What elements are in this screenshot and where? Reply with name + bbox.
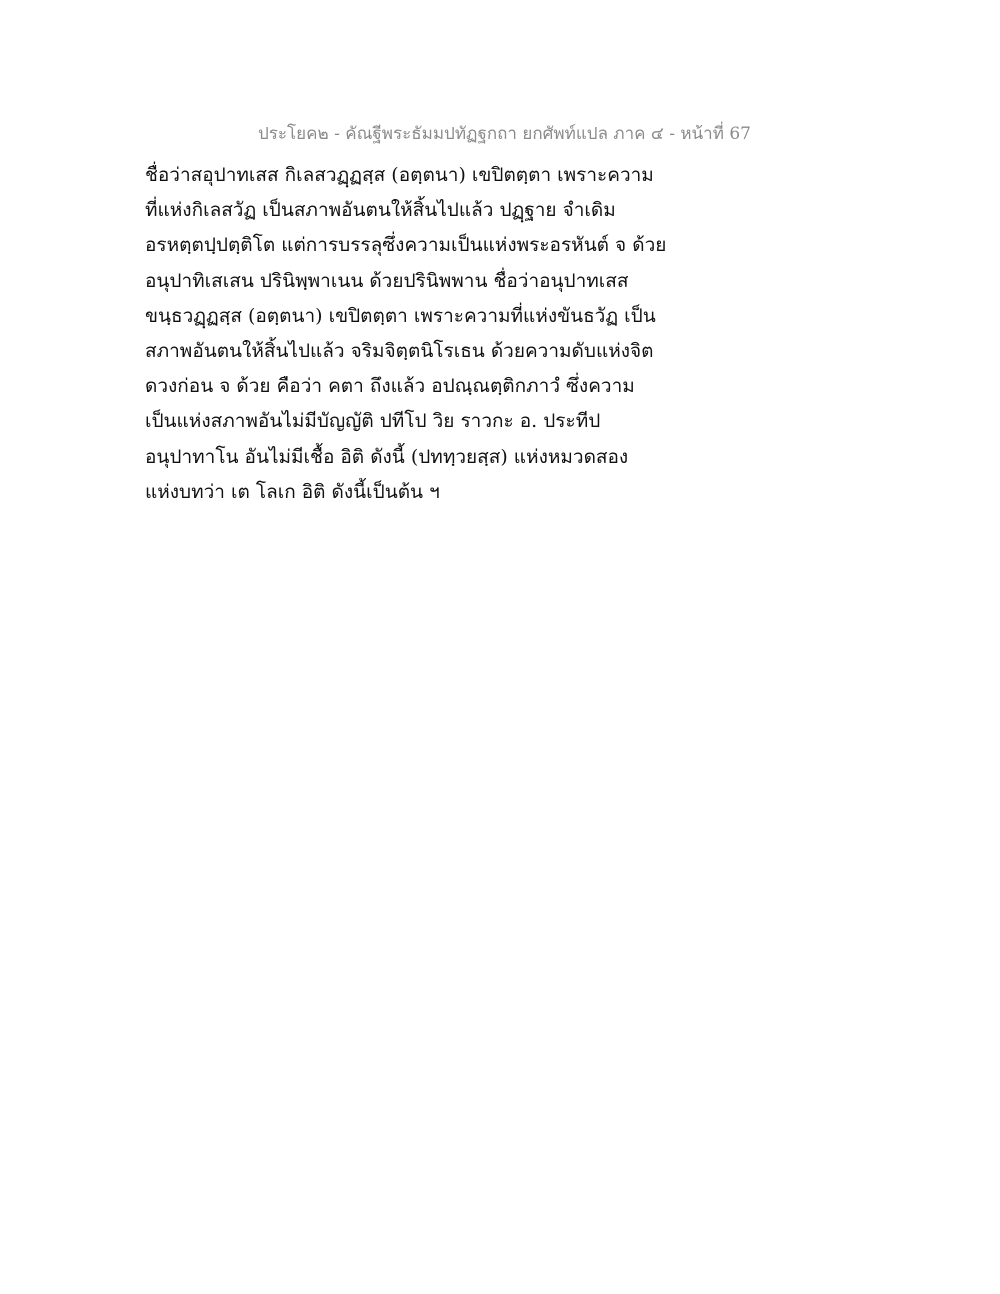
body-line: อรหตฺตปฺปตฺติโต แต่การบรรลุซึ่งความเป็นแห่งพระอรหันต์ จ ด้วย [145,234,667,257]
body-line: เป็นแห่งสภาพอันไม่มีบัญญัติ ปทีโป วิย ราวกะ อ. ประทีป [145,410,601,433]
page-header: ประโยค๒ - คัณฐีพระธัมมปทัฏฐกถา ยกศัพท์แปล ภาค ๔ - หน้าที่ 67 [258,124,751,144]
body-line: ชื่อว่าสอุปาทเสส กิเลสวฏฺฏสฺส (อตฺตนา) เขปิตตฺตา เพราะความ [145,164,654,186]
body-line: อนุปาทิเสเสน ปรินิพฺพาเนน ด้วยปรินิพพาน ชื่อว่าอนุปาทเสส [145,269,629,292]
body-line: อนุปาทาโน อันไม่มีเชื้อ อิติ ดังนี้ (ปททฺวยสฺส) แห่งหมวดสอง [145,445,629,468]
body-line: ดวงก่อน จ ด้วย คือว่า คตา ถึงแล้ว อปณฺณตฺติกภาวํ ซึ่งความ [145,375,635,398]
body-line: ที่แห่งกิเลสวัฏ เป็นสภาพอันตนให้สิ้นไปแล้ว ปฏฺฐาย จําเดิม [145,199,616,222]
body-line: แห่งบทว่า เต โลเก อิติ ดังนี้เป็นต้น ฯ [145,480,440,503]
page-body [145,158,745,510]
body-line: ขนฺธวฏฺฏสฺส (อตฺตนา) เขปิตตฺตา เพราะความที่แห่งขันธวัฏ เป็น [145,304,656,327]
body-line: สภาพอันตนให้สิ้นไปแล้ว จริมจิตฺตนิโรเธน ด้วยความดับแห่งจิต [145,339,654,362]
